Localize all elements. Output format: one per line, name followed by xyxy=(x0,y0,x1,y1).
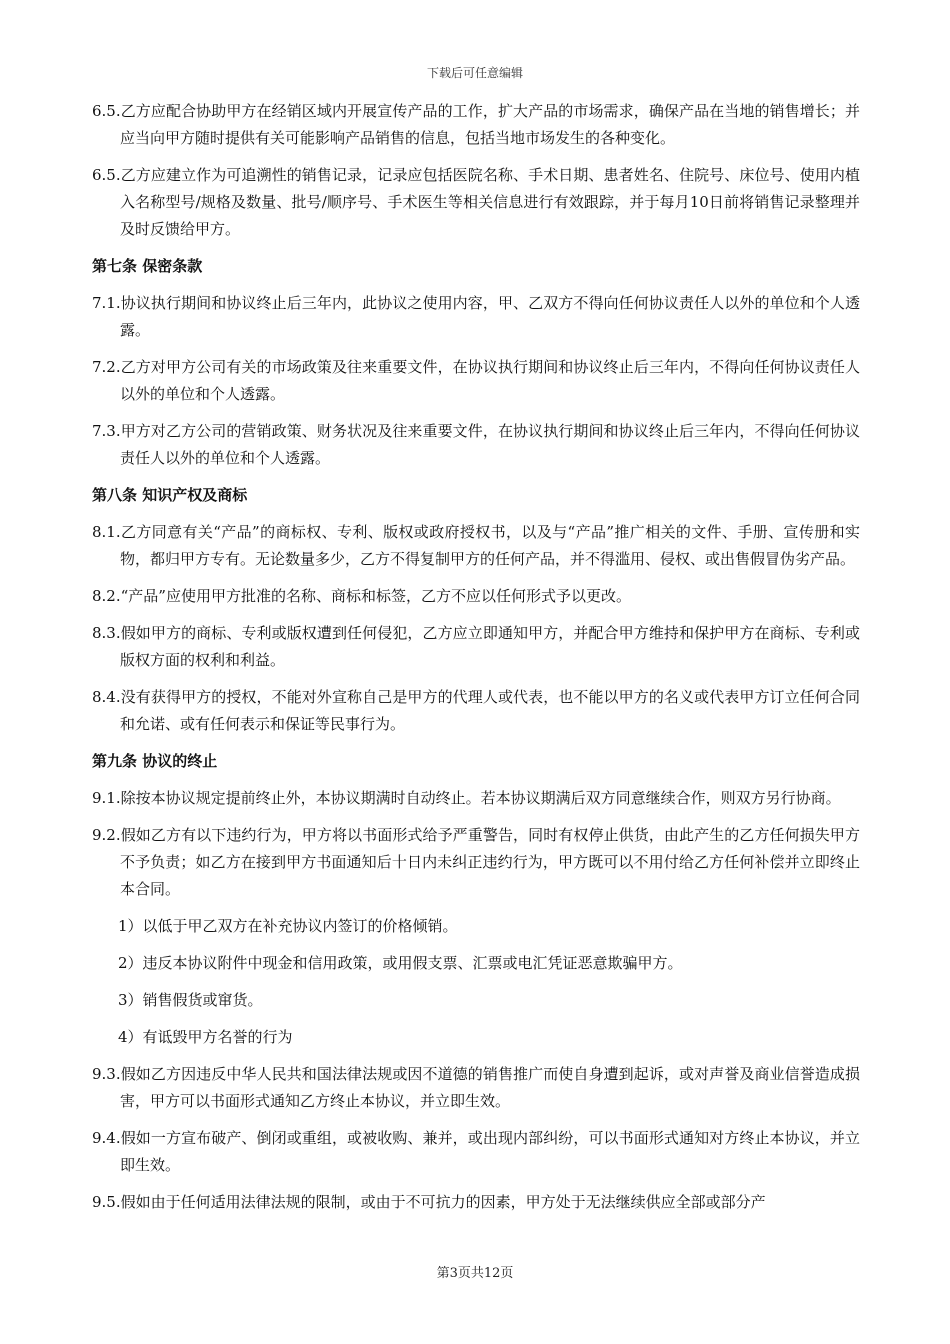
sub-item-2: 2）违反本协议附件中现金和信用政策，或用假支票、汇票或电汇凭证恶意欺骗甲方。 xyxy=(118,954,683,972)
clause-8-4: 8.4.没有获得甲方的授权，不能对外宣称自己是甲方的代理人或代表，也不能以甲方的名义或代表甲方订立任何合同和允诺、或有任何表示和保证等民事行为。 xyxy=(92,688,860,733)
section-heading-9: 第九条 协议的终止 xyxy=(92,752,218,770)
section-heading-8: 第八条 知识产权及商标 xyxy=(92,486,248,504)
clause-6-5b: 6.5.乙方应建立作为可追溯性的销售记录，记录应包括医院名称、手术日期、患者姓名、住院号、床位号、使用内植入名称型号/规格及数量、批号/顺序号、手术医生等相关信息进行有效跟踪，并于每月10日前将销售记录整理并及时反馈给甲方。 xyxy=(92,166,860,238)
clause-7-1: 7.1.协议执行期间和协议终止后三年内，此协议之使用内容，甲、乙双方不得向任何协议责任人以外的单位和个人透露。 xyxy=(92,294,860,339)
clause-9-4: 9.4.假如一方宣布破产、倒闭或重组，或被收购、兼并，或出现内部纠纷，可以书面形式通知对方终止本协议，并立即生效。 xyxy=(92,1129,860,1174)
clause-8-3: 8.3.假如甲方的商标、专利或版权遭到任何侵犯，乙方应立即通知甲方，并配合甲方维持和保护甲方在商标、专利或版权方面的权利和利益。 xyxy=(92,624,860,669)
page-footer: 第3页共12页 xyxy=(436,1266,514,1281)
sub-item-3: 3）销售假货或窜货。 xyxy=(118,991,263,1009)
clause-6-5a: 6.5.乙方应配合协助甲方在经销区域内开展宣传产品的工作，扩大产品的市场需求，确保产品在当地的销售增长；并应当向甲方随时提供有关可能影响产品销售的信息，包括当地市场发生的各种变化。 xyxy=(92,102,860,147)
page-header: 下载后可任意编辑 xyxy=(426,66,523,80)
clause-7-3: 7.3.甲方对乙方公司的营销政策、财务状况及往来重要文件，在协议执行期间和协议终止后三年内，不得向任何协议责任人以外的单位和个人透露。 xyxy=(92,422,860,467)
clause-8-1: 8.1.乙方同意有关“产品”的商标权、专利、版权或政府授权书，以及与“产品”推广相关的文件、手册、宣传册和实物，都归甲方专有。无论数量多少，乙方不得复制甲方的任何产品，并不得滥用、侵权、或出售假冒伪劣产品。 xyxy=(92,523,860,568)
clause-9-2: 9.2.假如乙方有以下违约行为，甲方将以书面形式给予严重警告，同时有权停止供货，由此产生的乙方任何损失甲方不予负责；如乙方在接到甲方书面通知后十日内未纠正违约行为，甲方既可以不用付给乙方任何补偿并立即终止本合同。 xyxy=(92,826,860,898)
document-body xyxy=(92,98,860,1226)
clause-9-1: 9.1.除按本协议规定提前终止外，本协议期满时自动终止。若本协议期满后双方同意继续合作，则双方另行协商。 xyxy=(92,789,841,807)
clause-9-5: 9.5.假如由于任何适用法律法规的限制，或由于不可抗力的因素，甲方处于无法继续供应全部或部分产 xyxy=(92,1193,766,1211)
clause-9-3: 9.3.假如乙方因违反中华人民共和国法律法规或因不道德的销售推广而使自身遭到起诉，或对声誉及商业信誉造成损害，甲方可以书面形式通知乙方终止本协议，并立即生效。 xyxy=(92,1065,860,1110)
sub-item-4: 4）有诋毁甲方名誉的行为 xyxy=(118,1028,293,1046)
clause-7-2: 7.2.乙方对甲方公司有关的市场政策及往来重要文件，在协议执行期间和协议终止后三年内，不得向任何协议责任人以外的单位和个人透露。 xyxy=(92,358,860,403)
section-heading-7: 第七条 保密条款 xyxy=(92,257,203,275)
clause-8-2: 8.2.“产品”应使用甲方批准的名称、商标和标签，乙方不应以任何形式予以更改。 xyxy=(92,587,631,605)
sub-item-1: 1）以低于甲乙双方在补充协议内签订的价格倾销。 xyxy=(118,917,458,935)
